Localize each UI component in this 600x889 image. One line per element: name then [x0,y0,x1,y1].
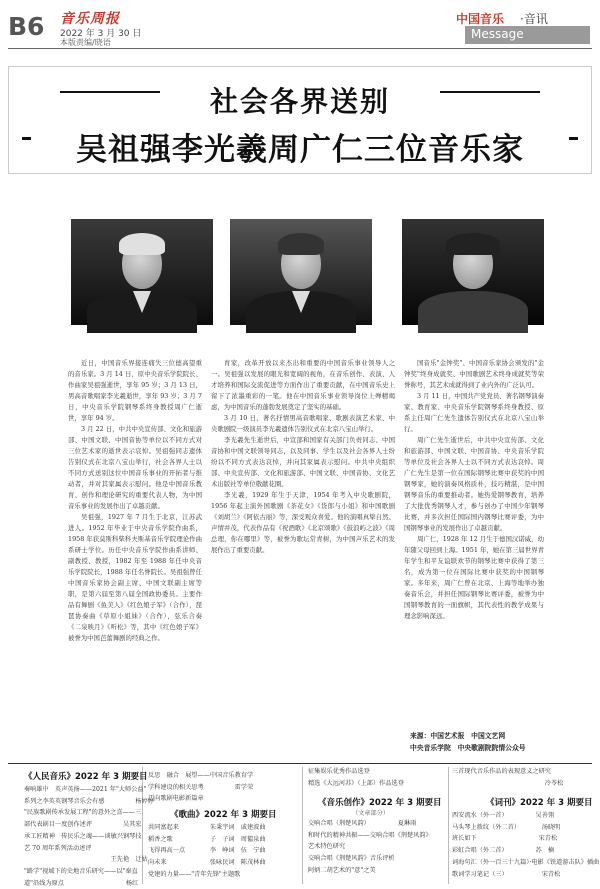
catalog-title-songs: 《歌曲》2022 年 3 期要目 [170,810,277,820]
catalog-list-lyrics-intro [452,766,592,789]
article-source-credit: 来源：中国艺术报 中国文艺网 [410,732,506,740]
catalog-entry: 党建的力量——"青年先锋"主题歌 [148,870,241,878]
article-paragraph: 李光羲先生逝世后，中宣部和国家有关部门负责同志、中国音协和中国文联领导同志，以及同事、学生以及社会各界人士纷纷以不同方式表达哀悼，并向其家属表示慰问。中共中央组织部、中央宣传部、文化和旅游部、中国文联、中国音协、文化艺术出版社等单位敬献花圈。 [211,436,395,488]
catalog-list-people-music-cont [148,770,298,805]
catalog-title-music-creation: 《音乐创作》2022 年 3 期要目 [318,798,442,808]
catalog-column-divider [302,767,303,884]
page-editor: 本版责编/晓语 [60,38,111,47]
catalog-entry: 马头琴上拨纹（外二首） 汤晓明 [452,823,561,831]
article-paragraph: 3 月 11 日，中国共产党党员、著名钢琴演奏家、教育家、中央音乐学院钢琴系终身教授、原系主任周广仁先生遗体告别仪式在北京八宝山举行。 [404,392,544,433]
article-paragraph: 周广仁先生逝世后，中共中央宣传部、文化和旅游部、中国文联、中国音协、中央音乐学院等单位及社会各界人士以不同方式表达哀悼。周广仁先生是第一位在国际钢琴比赛中获奖的中国钢琴家，她的演奏风格质朴，技巧精湛，是中国钢琴音乐的重要推动者。她热爱钢琴教育，培养了大批优秀钢琴人才，参与创办了中国少年钢琴比赛，并多次担任国际国内钢琴比赛评委，为中国钢琴事业的发展作出了卓越贡献。 [404,436,544,532]
article-column-1 [68,358,202,758]
portrait-li-guangxi [230,219,372,325]
catalog-entry: 班长如下 宋青松 [452,835,558,843]
catalog-entry: 飞得再高一点 李 峥词 伍 宁曲 [148,847,266,855]
section-logo: 中国音乐 [456,12,505,26]
catalog-entry: 道"沿线为原点 杨红 [24,879,139,887]
catalog-entry: 系列之李英英钢琴音乐会有感 杨婷婷 [24,797,154,805]
catalog-entry: 交响合唱《荆楚风韵》音乐评析 [308,855,395,863]
article-paragraph: 3 月 10 日，著名抒情男高音歌唱家、歌剧表演艺术家、中央歌剧院一级演员李光羲遗体告别仪式在北京八宝山举行。 [211,414,395,433]
catalog-entry: 反思 融合 展望——中国音乐教育学 [148,772,254,779]
headline-line-1: 社会各界送别 [209,85,390,118]
article-column-2 [211,358,395,758]
catalog-list-people-music [24,784,154,889]
catalog-entry: 歌词学习笔记（三） 宋青松 [452,870,561,878]
catalog-entry: 精选《大远河苏》（上部）作品选登 [308,779,404,787]
catalog-entry: 迈向歌剧电影新篇章 [148,795,204,803]
catalog-entry: 王先艳 迁姑 [24,856,148,864]
article-column-3 [404,358,544,726]
article-paragraph: 3 月 22 日，中共中央宣传部、文化和旅游部、中国文联、中国音协等单位以不同方式对三位艺术家的逝世表示哀悼。吴祖强同志遗体告别仪式在北京八宝山举行，社会各界人士以不同方式送别这位中国音乐事业的开拓者与推动者，并对其家属表示慰问。他是中国音乐教育、创作和理论研究的重要代表人物，为中国音乐事业的发展作出了卓越贡献。 [68,425,202,510]
section-message-tab: Message [465,26,590,44]
catalog-entry: 彩虹合唱（外二首） 苏 楠 [452,847,555,855]
portrait-zhou-guangren [402,219,544,325]
catalog-entry: 阿炳二胡艺术的"意"之美 [308,866,376,874]
article-paragraph: 吴祖强，1927 年 7 月生于北京，江苏武进人。1952 年毕业于中央音乐学院作曲系，1958 年获莫斯科柴科夫斯基音乐学院理论作曲系研士学位。历任中央音乐学院作曲系讲师、副教授、教授，1982 年至 1988 年任中央音乐学院院长，1988 年任名誉院长。吴祖强曾任中国音乐家协会副主席、中国文联副主席等职，是第六届至第八届全国政协委员。主要作品有舞剧《鱼美人》《红色娘子军》（合作），琵琶协奏曲《草原小姐妹》（合作），弦乐合奏《二泉映月》《听松》等，其中《红色娘子军》被誉为中国芭蕾舞剧的经典之作。 [68,513,202,642]
catalog-entry: 艺术特色研究 [308,843,346,851]
catalog-title-lyrics: 《词刊》2022 年 3 期要目 [486,798,593,808]
catalog-divider [8,763,592,764]
headline-line-2: 吴祖强李光羲周广仁三位音乐家 [76,132,524,168]
catalog-entry: 部代表剧目一度创作述评 吴其宏 [24,821,142,829]
catalog-column-divider [142,767,143,884]
catalog-title-people-music: 《人民音乐》2022 年 3 期要目 [24,772,148,782]
catalog-entry: 奏响雄中 英声英扬——2021 年"大师公益" [24,786,147,793]
catalog-list-creation-intro [308,766,444,789]
catalog-entry: 共同富起来 朱秉宇词 戚建波曲 [148,824,266,831]
catalog-entry: 交响合唱（荆楚风韵） 夏琳雨 [308,820,417,827]
article-paragraph: 国音乐"金钟奖"、中国音乐家协会颁发的"金钟奖"终身成就奖、中国歌剧艺术终身成就奖等荣誉称号，其艺术成就得到了业内外的广泛认可。 [404,359,544,389]
newspaper-masthead: 音乐周报 [60,11,120,27]
catalog-entry: 向未来 张咏民词 陈茂林曲 [148,859,266,867]
catalog-entry: "路学"视域下的史地音乐研究——以"秦直 [24,867,138,875]
catalog-subtitle-articles: （文章部分） [352,810,390,817]
page-number: B6 [8,12,45,41]
catalog-list-lyrics [452,810,600,880]
catalog-entry: 承工匠精神 传民乐之魂——谈敏兴钢琴技 [24,832,142,840]
catalog-entry: "民族歌剧传承发展工程"的意外之喜——三 [24,809,142,817]
article-paragraph: 育家，改革开放以来杰出和重要的中国音乐事业领导人之一。吴祖强以发展的眼光和宽阔的视角，在音乐创作、表演、人才培养和国际交流促进等方面作出了重要贡献，在中国音乐史上留下了浓墨重彩的一笔。他在中国音乐事业领导岗位上殚精竭虑，为中国音乐的蓬勃发展奠定了坚实的基础。 [211,359,395,411]
catalog-list-music-creation [308,818,444,877]
portrait-wu-zuqiang [71,219,213,325]
catalog-entry: 艺 70 周年系列活动述评 [24,844,92,852]
article-source-credit-2: 中央音乐学院 中央歌剧院院情公众号 [410,744,526,752]
catalog-entry: 词海句汇（外一百三十九篇）·电影《铁道游击队》插曲 [452,858,600,866]
header-divider [8,48,592,49]
catalog-entry: 三首现代音乐作品的表现意义之研究 [452,768,551,775]
article-paragraph: 近日，中国音乐界接连痛失三位德高望重的音乐家。3 月 14 日，原中央音乐学院院长、作曲家吴祖强逝世，享年 95 岁；3 月 13 日，男高音歌唱家李光羲逝世，享年 93 岁；3 月 7 日，中央音乐学院钢琴系终身教授周广仁逝世，享年 94 岁。 [68,359,202,422]
catalog-column-divider [448,767,449,884]
section-subtitle: ·音讯 [520,12,548,26]
catalog-entry: 冷苓松 [452,779,564,787]
catalog-entry: 稻香之歌 子 子词 周韫泉曲 [148,835,266,843]
article-paragraph: 李光羲，1929 年生于天津，1954 年考入中央歌剧院，1956 年起主演外国歌剧《茶花女》《货郎与小姐》和中国歌剧《刘胡兰》《阿依古丽》等，深受观众喜爱。他的演唱真挚自然、声情并茂，代表作品有《祝酒歌》《北京颂歌》《鼓浪屿之波》《周总理，你在哪里》等，被誉为歌坛常青树，为中国声乐艺术的发展作出了重要贡献。 [211,491,395,554]
article-paragraph: 周广仁，1928 年 12 月生于德国汉诺威，幼年随父母回到上海。1951 年，她在第三届世界青年学生和平友谊联欢节的钢琴比赛中获得了第三名，成为第一位在国际比赛中获奖的中国钢琴家。多年来，周广仁曾在北京、上海等地举办独奏音乐会，并担任国际钢琴比赛评委，被誉为中国钢琴教育的一面旗帜，其代表性的教学成果与理念影响深远。 [404,535,544,620]
catalog-entry: 西安流水（外一首） 吴善翎 [452,812,555,819]
catalog-entry: 学科建设的相关思考 雷学荣 [148,783,254,791]
catalog-entry: 征集娱乐优秀作品选登 [308,768,370,775]
catalog-entry: 和时代的精神共振——交响合唱《荆楚风韵》 [308,831,432,839]
issue-date: 2022 年 3 月 30 日 [60,29,142,39]
catalog-list-songs [148,822,298,881]
